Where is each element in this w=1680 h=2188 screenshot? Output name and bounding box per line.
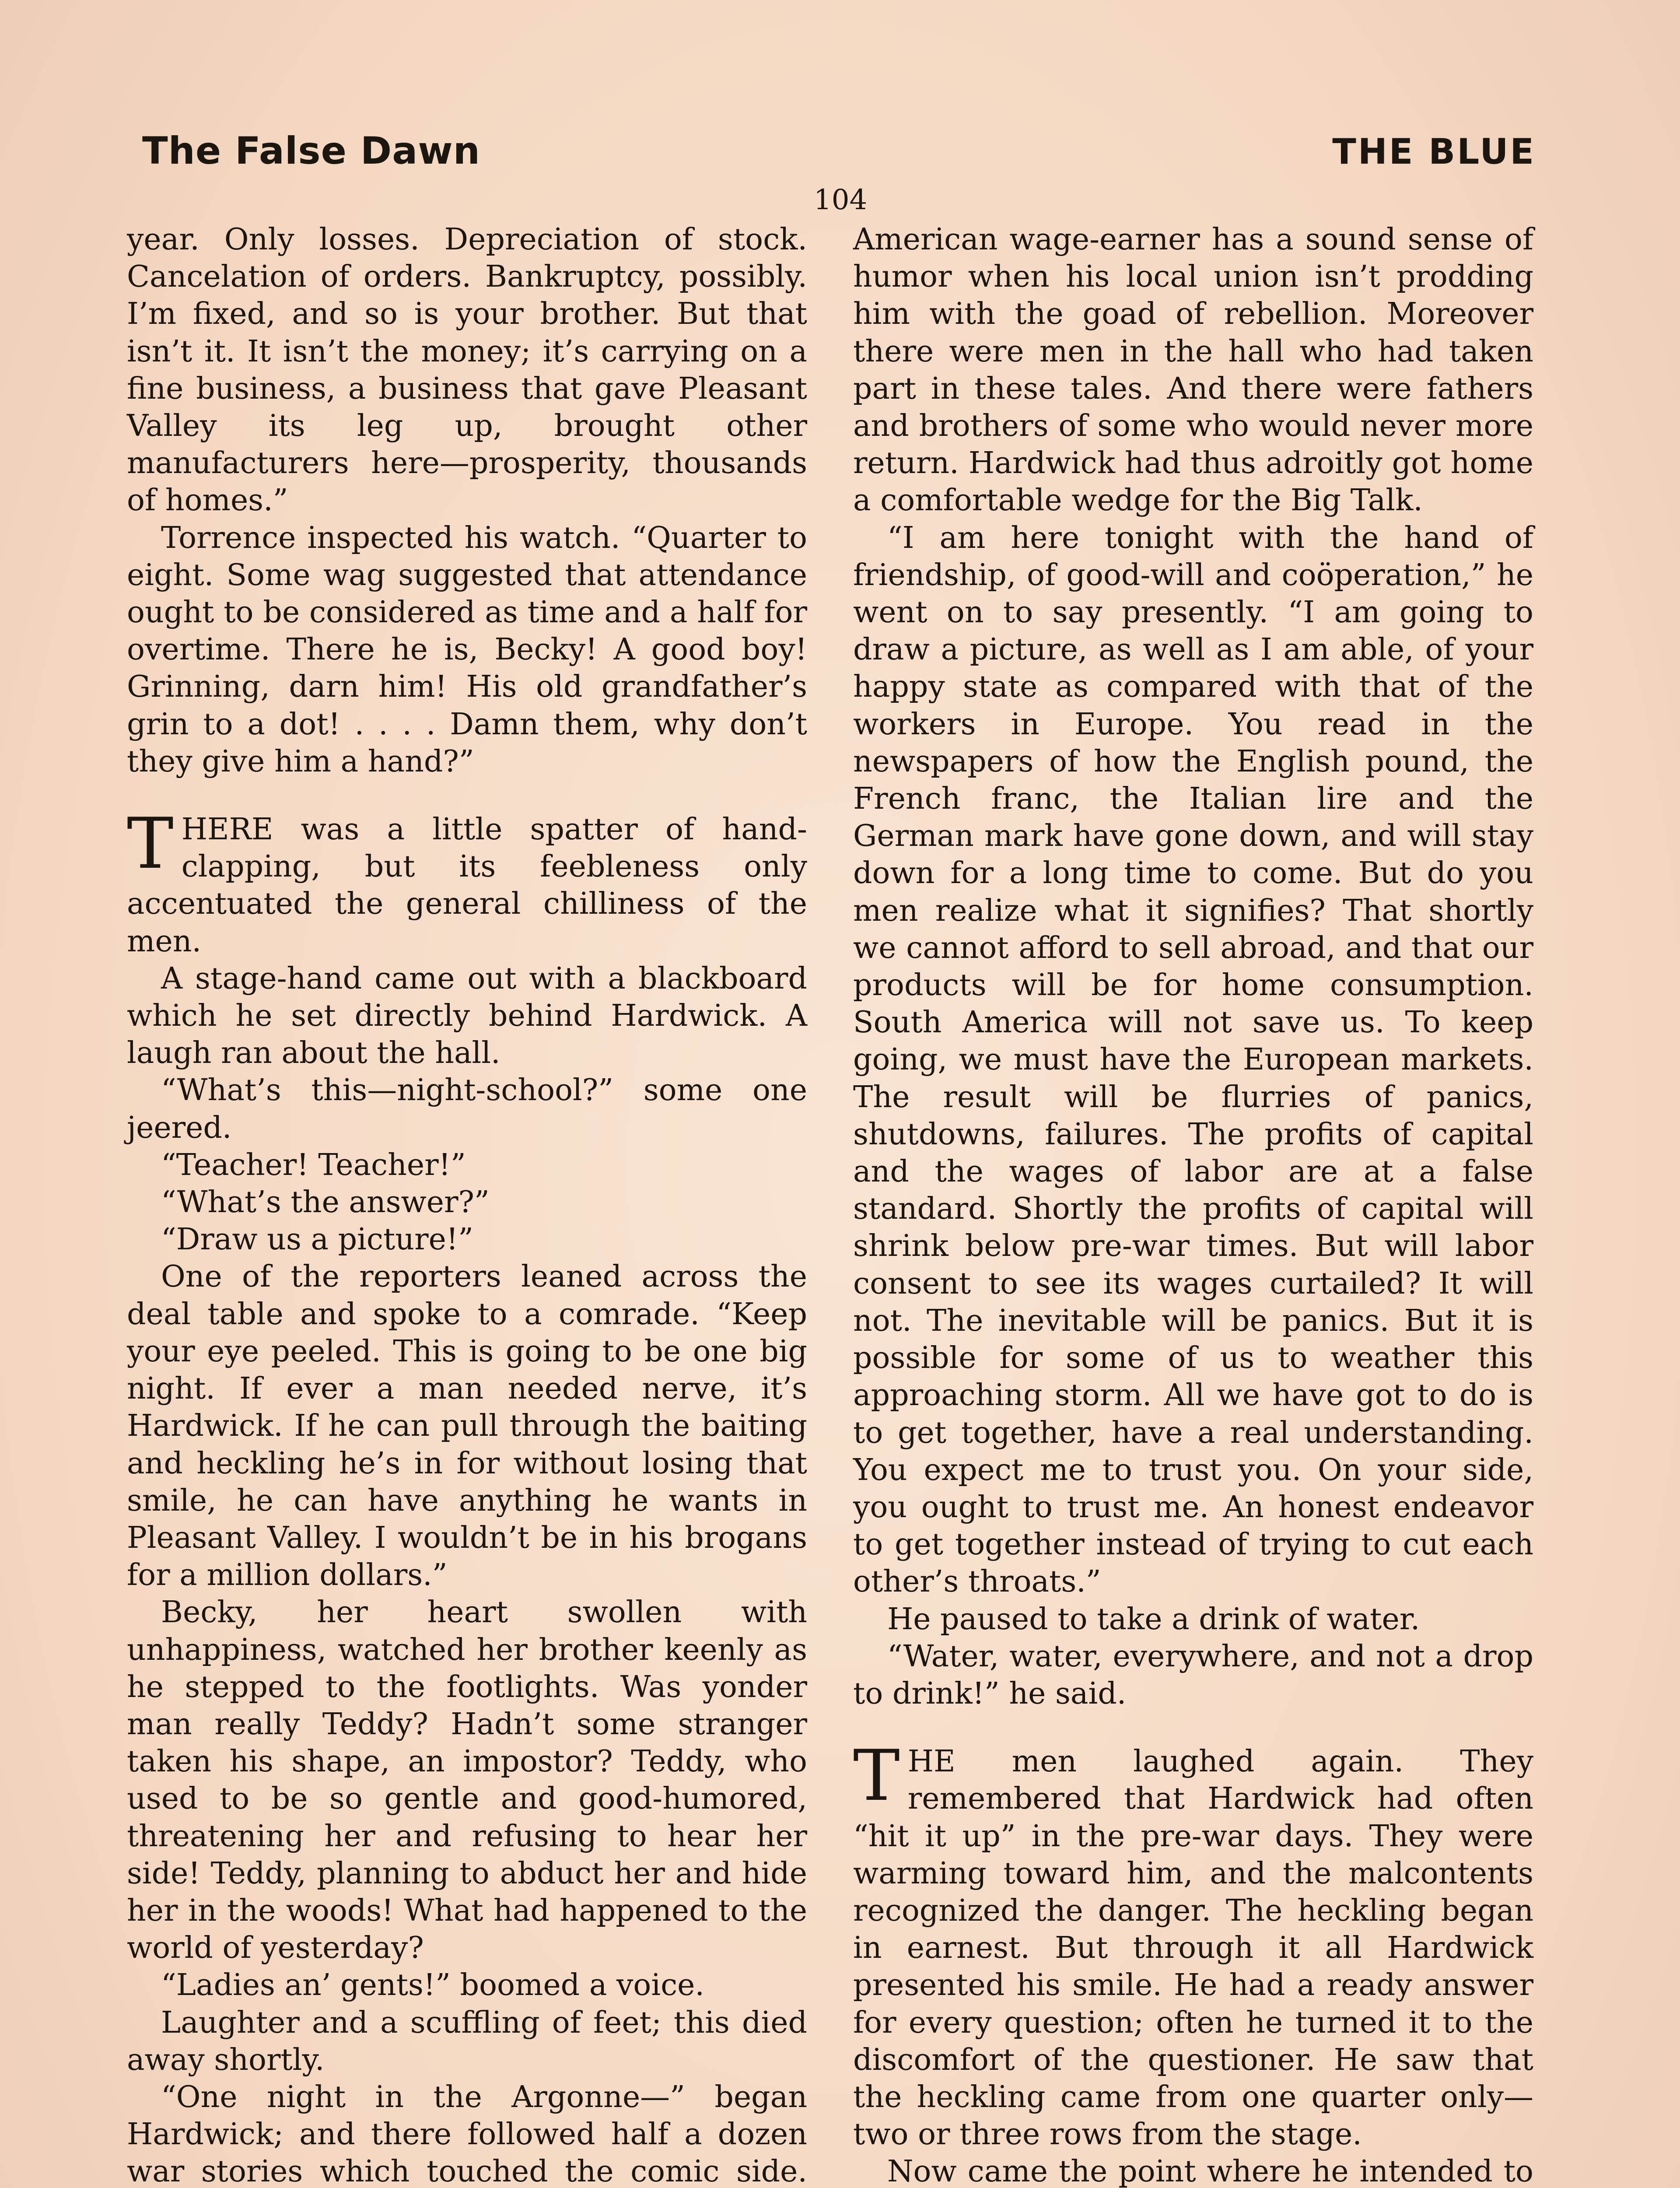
section-opening-paragraph bbox=[127, 803, 807, 960]
paragraph-text: HE men laughed again. They remembered that Hardwick had often “hit it up” in the pre-war days. They were warming toward him, and the malcontents recognized the danger. The heckling began in earnest. But through it all Hardwick presented his smile. He had a ready answer for every question; often he turned it to the discomfort of the questioner. He saw that the heckling came from one quarter only—two or three rows from the stage. bbox=[853, 1744, 1533, 2152]
paragraph: A stage-hand came out with a blackboard which he set directly behind Hardwick. A laugh ran about the hall. bbox=[127, 961, 807, 1071]
paragraph-text: HERE was a little spatter of hand-clapping, but its feebleness only accentuated the general chilliness of the men. bbox=[127, 812, 807, 959]
left-column bbox=[127, 221, 807, 2188]
paragraph: One of the reporters leaned across the deal table and spoke to a comrade. “Keep your eye peeled. This is going to be one big night. If ever a man needed nerve, it’s Hardwick. If he can pull through the baiting and heckling he’s in for without losing that smile, he can have anything he wants in Pleasant Valley. I wouldn’t be in his brogans for a million dollars.” bbox=[127, 1259, 807, 1593]
paragraph: Laughter and a scuffling of feet; this died away shortly. bbox=[127, 2005, 807, 2077]
story-title: The False Dawn bbox=[142, 129, 480, 173]
right-column bbox=[853, 221, 1533, 2188]
paragraph: “Teacher! Teacher!” bbox=[161, 1147, 466, 1182]
paragraph: “I am here tonight with the hand of friendship, of good-will and coöperation,” he went on to say presently. “I am going to draw a picture, as well as I am able, of your happy state as compared with that of the workers in Europe. You read in the newspapers of how the English pound, the French franc, the Italian lire and the German mark have gone down, and will stay down for a long time to come. But do you men realize what it signifies? That shortly we cannot afford to sell abroad, and that our products will be for home consumption. South America will not save us. To keep going, we must have the European markets. The result will be flurries of panics, shutdowns, failures. The profits of capital and the wages of labor are at a false standard. Shortly the profits of capital will shrink below pre-war times. But will labor consent to see its wages curtailed? It will not. The inevitable will be panics. But it is possible for some of us to weather this approaching storm. All we have got to do is to get together, have a real understanding. You expect me to trust you. On your side, you ought to trust me. An honest endeavor to get together instead of trying to cut each other’s throats.” bbox=[853, 520, 1533, 1599]
paragraph: He paused to take a drink of water. bbox=[887, 1602, 1420, 1637]
page-number: 104 bbox=[814, 184, 868, 216]
paragraph: American wage-earner has a sound sense of humor when his local union isn’t prodding him with the goad of rebellion. Moreover there were men in the hall who had taken part in these tales. And there were fathers and brothers of some who would never more return. Hardwick had thus adroitly got home a comfortable wedge for the Big Talk. bbox=[853, 222, 1533, 518]
magazine-title: THE BLUE bbox=[1332, 131, 1536, 172]
paragraph: Torrence inspected his watch. “Quarter to eight. Some wag suggested that attendance ought to be considered as time and a half for overtime. There he is, Becky! A good boy! Grinning, darn him! His old grandfather’s grin to a dot! . . . . Damn them, why don’t they give him a hand?” bbox=[127, 520, 807, 779]
drop-cap: T bbox=[127, 803, 174, 885]
paragraph: Now came the point where he intended to bbox=[887, 2154, 1533, 2188]
paragraph: year. Only losses. Depreciation of stock. Cancelation of orders. Bankruptcy, possibly. I’m fixed, and so is your brother. But that isn’t it. It isn’t the money; it’s carrying on a fine business, a business that gave Pleasant Valley its leg up, brought other manufacturers here—prosperity, thousands of homes.” bbox=[127, 222, 807, 518]
paragraph: Becky, her heart swollen with unhappiness, watched her brother keenly as he stepped to the footlights. Was yonder man really Teddy? Hadn’t some stranger taken his shape, an impostor? Teddy, who used to be so gentle and good-humored, threatening her and refusing to hear her side! Teddy, planning to abduct her and hide her in the woods! What had happened to the world of yesterday? bbox=[127, 1595, 807, 1966]
paragraph: “What’s the answer?” bbox=[161, 1185, 490, 1220]
paragraph: “What’s this—night-school?” some one jeered. bbox=[127, 1073, 807, 1145]
paragraph: “Draw us a picture!” bbox=[161, 1222, 473, 1257]
paragraph: “Water, water, everywhere, and not a drop to drink!” he said. bbox=[853, 1639, 1533, 1711]
paragraph: “Ladies an’ gents!” boomed a voice. bbox=[161, 1968, 705, 2003]
paragraph: “One night in the Argonne—” began Hardwick; and there followed half a dozen war stories which touched the comic side. bbox=[127, 2079, 807, 2188]
section-opening-paragraph bbox=[853, 1735, 1533, 2153]
drop-cap: T bbox=[853, 1735, 900, 1817]
